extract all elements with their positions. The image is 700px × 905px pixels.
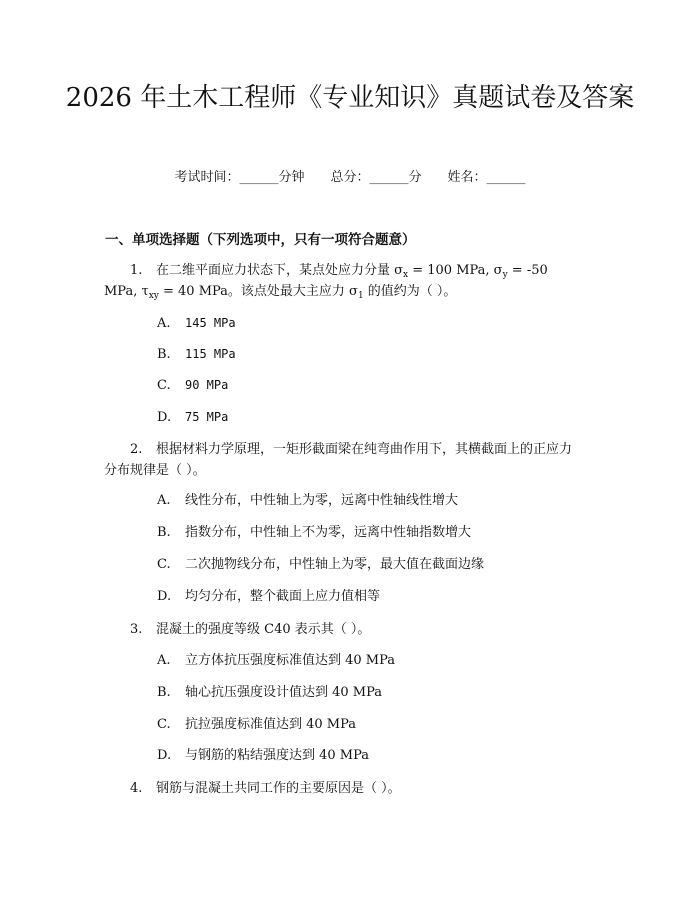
question-number: 2.	[130, 442, 143, 457]
option-a: A. 立方体抗压强度标准值达到 40 MPa	[157, 653, 396, 668]
question-3: 3. 混凝土的强度等级 C40 表示其（ ）。	[104, 619, 602, 640]
question-2: 2. 根据材料力学原理，一矩形截面梁在纯弯曲作用下，其横截面上的正应力 分布规律是（ ）。	[104, 439, 602, 481]
option-d: D. 与钢筋的粘结强度达到 40 MPa	[157, 748, 370, 763]
exam-time-field: 考试时间：______分钟	[174, 170, 305, 185]
option-b: B. 轴心抗压强度设计值达到 40 MPa	[157, 685, 383, 700]
option-c: C. 90 MPa	[157, 378, 229, 393]
total-score-field: 总分：______分	[330, 170, 422, 185]
question-number: 3.	[130, 622, 143, 637]
question-1: 1. 在二维平面应力状态下，某点处应力分量 $\sigma_x = 100$ MPa, $\sigma_y = -50$ MPa, $\tau_{xy} = 40$ MPa。该点处最大主应力 $\sigma_1$ 的值约为（ ）。	[104, 260, 602, 302]
question-number: 4.	[130, 781, 143, 796]
option-d: D. 75 MPa	[157, 410, 229, 425]
exam-info-line	[0, 168, 700, 188]
option-c: C. 抗拉强度标准值达到 40 MPa	[157, 717, 357, 732]
option-b: B. 指数分布，中性轴上不为零，远离中性轴指数增大	[157, 525, 472, 540]
option-a: A. 145 MPa	[157, 316, 236, 331]
option-d: D. 均匀分布，整个截面上应力值相等	[157, 589, 381, 604]
question-4: 4. 钢筋与混凝土共同工作的主要原因是（ ）。	[104, 778, 602, 799]
section-heading: 一、单项选择题（下列选项中，只有一项符合题意）	[105, 232, 416, 248]
option-a: A. 线性分布，中性轴上为零，远离中性轴线性增大	[157, 493, 459, 508]
option-c: C. 二次抛物线分布，中性轴上为零，最大值在截面边缘	[157, 557, 485, 572]
document-title: 2026 年土木工程师《专业知识》真题试卷及答案	[65, 83, 635, 113]
question-number: 1.	[130, 263, 143, 278]
option-b: B. 115 MPa	[157, 347, 236, 362]
student-name-field: 姓名：______	[447, 170, 526, 185]
